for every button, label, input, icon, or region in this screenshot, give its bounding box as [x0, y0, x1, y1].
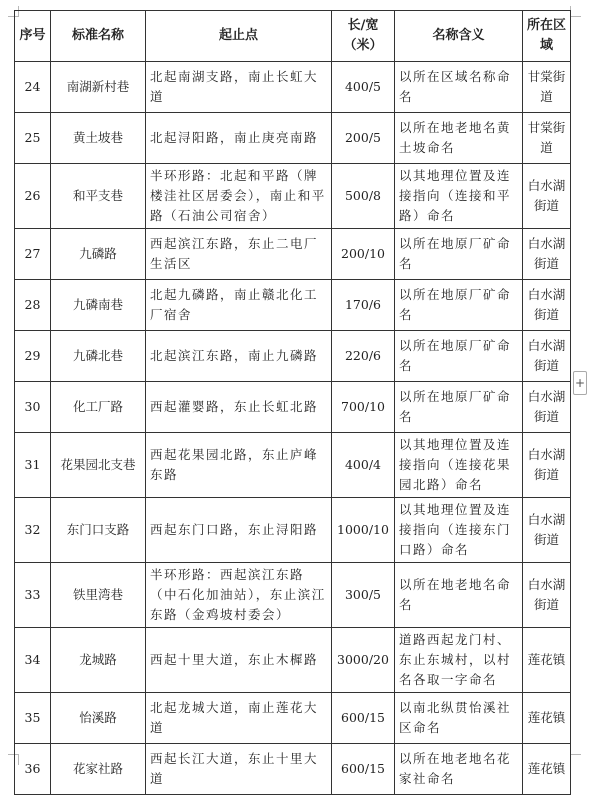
table-row: [15, 433, 571, 498]
page-corner-mark: [570, 754, 581, 765]
cell-area: 莲花镇: [523, 693, 571, 744]
cell-area: 莲花镇: [523, 744, 571, 795]
cell-meaning: 以所在地原厂矿命名: [395, 229, 523, 280]
cell-no: 32: [15, 498, 51, 563]
table-row: [15, 280, 571, 331]
cell-meaning: 以所在地原厂矿命名: [395, 382, 523, 433]
cell-span: 北起滨江东路，南止九磷路: [146, 331, 332, 382]
cell-area: 白水湖街道: [523, 382, 571, 433]
cell-area: 白水湖街道: [523, 229, 571, 280]
cell-name: 龙城路: [51, 628, 146, 693]
cell-no: 36: [15, 744, 51, 795]
road-naming-table: [14, 10, 571, 795]
cell-span: 北起浔阳路，南止庚亮南路: [146, 113, 332, 164]
cell-meaning: 以其地理位置及连接指向（连接和平路）命名: [395, 164, 523, 229]
cell-no: 31: [15, 433, 51, 498]
cell-area: 白水湖街道: [523, 433, 571, 498]
cell-no: 26: [15, 164, 51, 229]
cell-area: 甘棠街道: [523, 113, 571, 164]
cell-area: 白水湖街道: [523, 563, 571, 628]
cell-size: 220/6: [332, 331, 395, 382]
table-row: [15, 693, 571, 744]
cell-span: 北起龙城大道，南止莲花大道: [146, 693, 332, 744]
header-span: 起止点: [146, 11, 332, 62]
header-size: 长/宽（米）: [332, 11, 395, 62]
cell-no: 29: [15, 331, 51, 382]
cell-meaning: 以所在地老地名命名: [395, 563, 523, 628]
cell-span: 西起东门口路，东止浔阳路: [146, 498, 332, 563]
cell-meaning: 以所在地老地名黄土坡命名: [395, 113, 523, 164]
cell-name: 九磷南巷: [51, 280, 146, 331]
cell-size: 600/15: [332, 744, 395, 795]
cell-no: 24: [15, 62, 51, 113]
table-row: [15, 331, 571, 382]
cell-span: 西起花果园北路，东止庐峰东路: [146, 433, 332, 498]
cell-span: 北起九磷路，南止赣北化工厂宿舍: [146, 280, 332, 331]
table-row: [15, 62, 571, 113]
table-row: [15, 744, 571, 795]
cell-meaning: 以其地理位置及连接指向（连接花果园北路）命名: [395, 433, 523, 498]
cell-no: 25: [15, 113, 51, 164]
cell-size: 1000/10: [332, 498, 395, 563]
cell-span: 西起滨江东路，东止二电厂生活区: [146, 229, 332, 280]
header-name: 标准名称: [51, 11, 146, 62]
cell-span: 西起十里大道，东止木樨路: [146, 628, 332, 693]
cell-size: 3000/20: [332, 628, 395, 693]
cell-no: 34: [15, 628, 51, 693]
cell-meaning: 道路西起龙门村、东止东城村，以村名各取一字命名: [395, 628, 523, 693]
table-row: [15, 382, 571, 433]
cell-area: 白水湖街道: [523, 280, 571, 331]
cell-size: 600/15: [332, 693, 395, 744]
cell-size: 400/4: [332, 433, 395, 498]
cell-name: 南湖新村巷: [51, 62, 146, 113]
cell-name: 东门口支路: [51, 498, 146, 563]
cell-span: 西起长江大道，东止十里大道: [146, 744, 332, 795]
cell-size: 500/8: [332, 164, 395, 229]
cell-no: 28: [15, 280, 51, 331]
cell-no: 27: [15, 229, 51, 280]
cell-size: 200/5: [332, 113, 395, 164]
cell-span: 半环形路：西起滨江东路（中石化加油站），东止滨江东路（金鸡坡村委会）: [146, 563, 332, 628]
cell-name: 花果园北支巷: [51, 433, 146, 498]
cell-name: 和平支巷: [51, 164, 146, 229]
cell-name: 花家社路: [51, 744, 146, 795]
cell-name: 黄土坡巷: [51, 113, 146, 164]
cell-meaning: 以所在地原厂矿命名: [395, 280, 523, 331]
plus-icon[interactable]: +: [573, 371, 587, 395]
cell-no: 33: [15, 563, 51, 628]
cell-span: 西起灌婴路，东止长虹北路: [146, 382, 332, 433]
table-row: [15, 563, 571, 628]
cell-size: 700/10: [332, 382, 395, 433]
cell-area: 白水湖街道: [523, 498, 571, 563]
cell-name: 怡溪路: [51, 693, 146, 744]
cell-size: 170/6: [332, 280, 395, 331]
table-row: [15, 628, 571, 693]
cell-meaning: 以所在地老地名花家社命名: [395, 744, 523, 795]
cell-span: 半环形路：北起和平路（牌楼洼社区居委会），南止和平路（石油公司宿舍）: [146, 164, 332, 229]
cell-name: 铁里湾巷: [51, 563, 146, 628]
cell-name: 九磷北巷: [51, 331, 146, 382]
table-row: [15, 498, 571, 563]
cell-size: 300/5: [332, 563, 395, 628]
cell-meaning: 以南北纵贯怡溪社区命名: [395, 693, 523, 744]
cell-area: 白水湖街道: [523, 331, 571, 382]
page-corner-mark: [570, 6, 581, 17]
table-row: [15, 113, 571, 164]
cell-area: 甘棠街道: [523, 62, 571, 113]
cell-area: 白水湖街道: [523, 164, 571, 229]
cell-no: 30: [15, 382, 51, 433]
header-no: 序号: [15, 11, 51, 62]
cell-no: 35: [15, 693, 51, 744]
cell-area: 莲花镇: [523, 628, 571, 693]
table-row: [15, 229, 571, 280]
cell-meaning: 以所在地原厂矿命名: [395, 331, 523, 382]
cell-size: 200/10: [332, 229, 395, 280]
cell-meaning: 以其地理位置及连接指向（连接东门口路）命名: [395, 498, 523, 563]
header-meaning: 名称含义: [395, 11, 523, 62]
cell-span: 北起南湖支路，南止长虹大道: [146, 62, 332, 113]
cell-meaning: 以所在区域名称命名: [395, 62, 523, 113]
table-header-row: [15, 11, 571, 62]
header-area: 所在区域: [523, 11, 571, 62]
cell-name: 九磷路: [51, 229, 146, 280]
cell-size: 400/5: [332, 62, 395, 113]
table-row: [15, 164, 571, 229]
cell-name: 化工厂路: [51, 382, 146, 433]
